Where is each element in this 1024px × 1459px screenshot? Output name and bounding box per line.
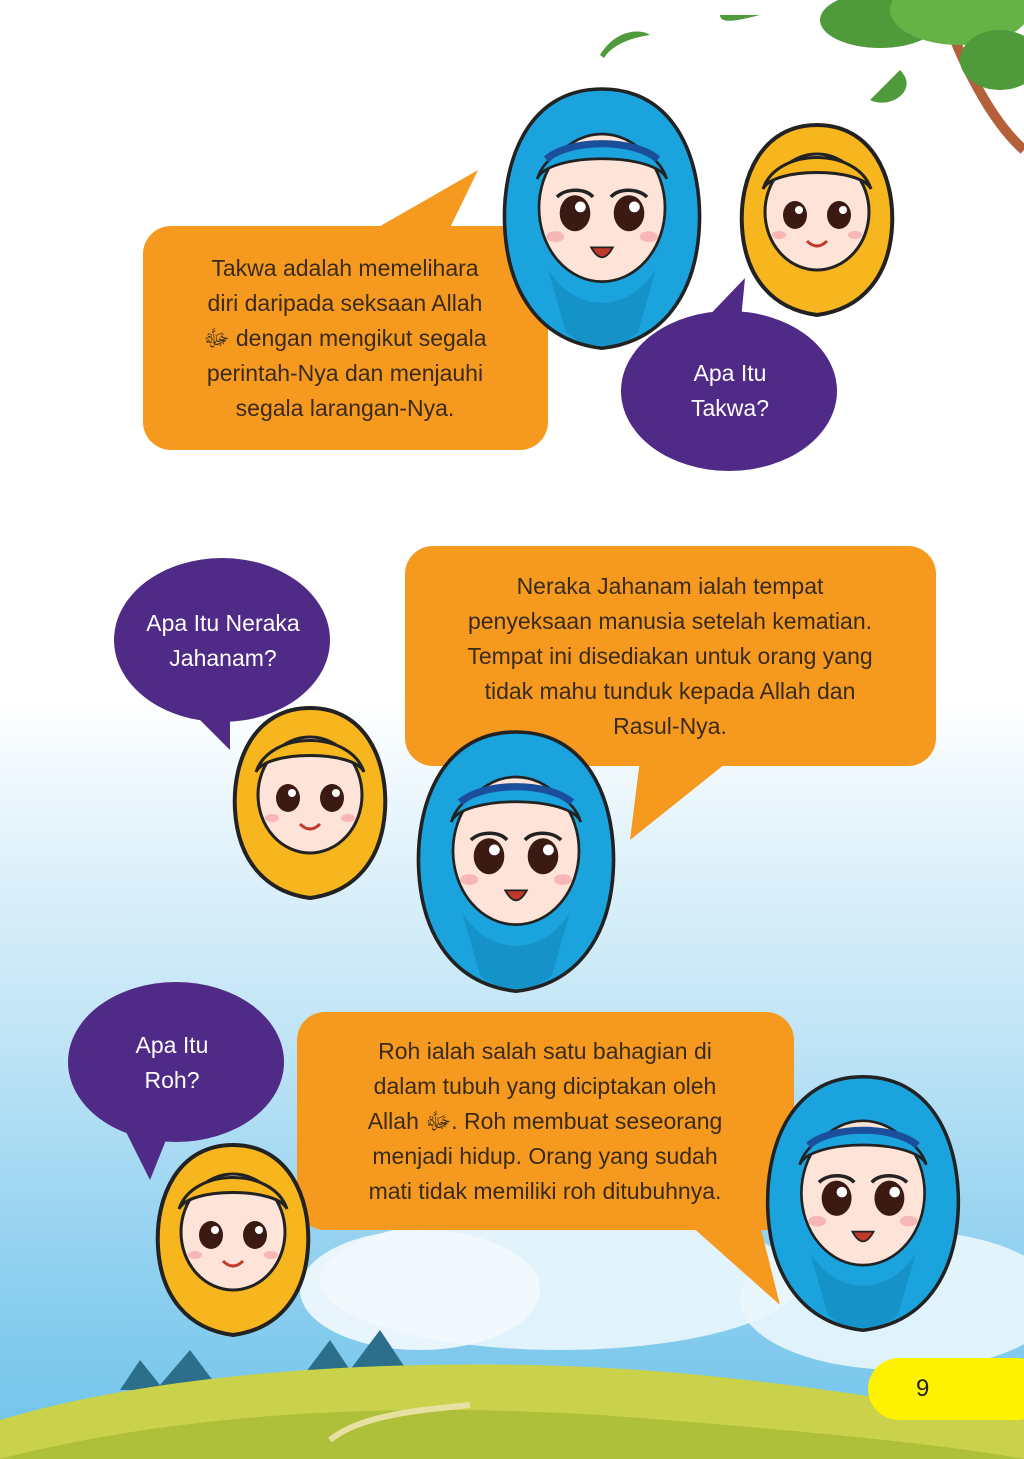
bubble-text-line: Roh ialah salah satu bahagian di [378,1037,712,1064]
bubble-text-line: diri daripada seksaan Allah [207,289,483,316]
bubble-text-line: Allah ﷻ. Roh membuat seseorang [367,1107,723,1134]
girl-yellow-hijab-bottom [158,1145,309,1335]
girl-blue-hijab-bottom [768,1077,959,1330]
bubble-text-line: Jahanam? [169,645,277,671]
bubble-text [467,569,872,744]
bubble-text-line: mati tidak memiliki roh ditubuhnya. [368,1177,722,1204]
bubble-text-line: penyeksaan manusia setelah kematian. [467,607,872,634]
answer-bubble-neraka [410,552,930,760]
bubble-text-line: perintah-Nya dan menjauhi [206,359,484,386]
bubble-text-line: tidak mahu tunduk kepada Allah dan [484,677,856,704]
bubble-text-line: Takwa? [691,395,769,421]
bubble-text [146,606,299,676]
bubble-text [691,356,769,426]
bubble-text-line: Tempat ini disediakan untuk orang yang [467,642,873,669]
question-bubble-roh [72,992,272,1134]
bubble-text-line: Apa Itu Neraka [146,610,300,636]
bubble-text-line: Apa Itu [693,360,767,386]
girl-yellow-hijab-middle [235,708,386,898]
bubble-text-line: dalam tubuh yang diciptakan oleh [373,1072,717,1099]
page-number-tab [868,1358,1024,1420]
bubble-text-line: Roh? [144,1067,200,1093]
page-number: 9 [916,1375,930,1402]
girl-blue-hijab-middle [418,732,613,991]
question-bubble-neraka [118,570,328,712]
bubble-text-line: menjadi hidup. Orang yang sudah [372,1142,718,1169]
bubble-text [136,1028,209,1098]
bubble-text [204,251,487,426]
bubble-text-line: Takwa adalah memelihara [211,254,479,281]
girl-yellow-hijab-top [742,125,893,315]
question-bubble-takwa [630,320,830,462]
bubble-text-line: Neraka Jahanam ialah tempat [516,572,824,599]
bubble-text-line: segala larangan-Nya. [235,394,455,421]
answer-bubble-takwa [150,232,540,444]
bubble-text-line: ﷻ dengan mengikut segala [203,324,487,351]
answer-bubble-roh [300,1018,790,1224]
bubble-text-line: Apa Itu [135,1032,209,1058]
bubble-text-line: Rasul-Nya. [613,712,727,739]
bubble-text [368,1034,723,1209]
